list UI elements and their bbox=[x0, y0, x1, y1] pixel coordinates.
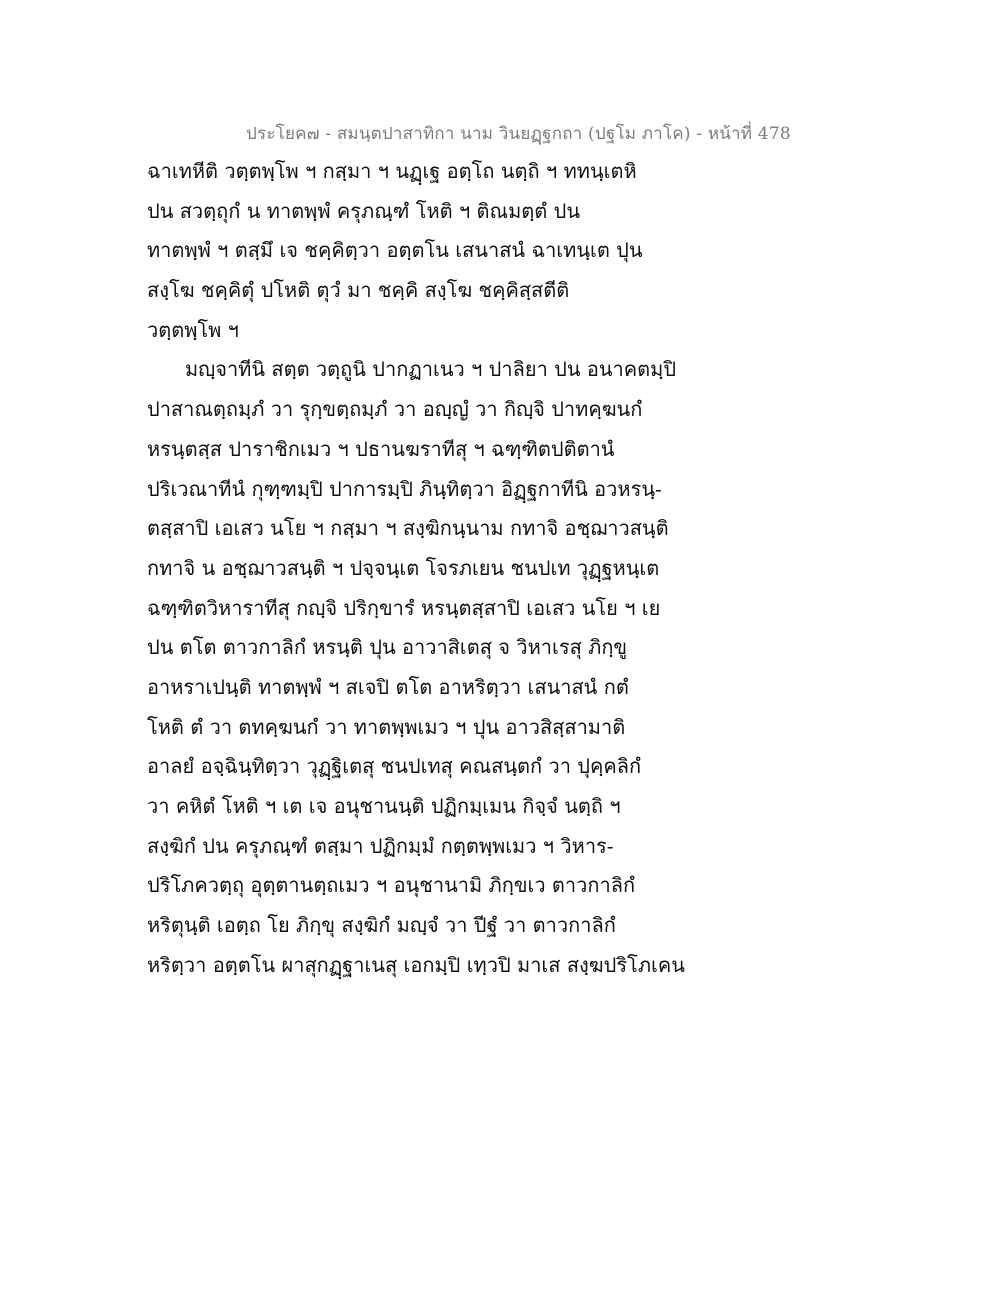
text-line: อาหราเปนฺติ ทาตพฺพํ ฯ สเจปิ ตโต อาหริตฺวา เสนาสนํ กตํ bbox=[147, 674, 629, 699]
text-line: โหติ ตํ วา ตทคฺฆนกํ วา ทาตพฺพเมว ฯ ปุน อาวสิสฺสามาติ bbox=[147, 714, 626, 739]
running-header: ประโยค๗ - สมนฺตปาสาทิกา นาม วินยฏฺฐกถา (ปฐโม ภาโค) - หน้าที่ 478 bbox=[246, 124, 791, 144]
text-line: หริตุนฺติ เอตฺถ โย ภิกฺขุ สงฺฆิกํ มญฺจํ วา ปีฐํ วา ตาวกาลิกํ bbox=[147, 913, 616, 938]
text-line: ปน ตโต ตาวกาลิกํ หรนฺติ ปุน อาวาสิเตสุ จ วิหาเรสุ ภิกฺขู bbox=[147, 635, 628, 660]
text-line: ฉาเทหีติ วตฺตพฺโพ ฯ กสฺมา ฯ นฏฺเฐ อตฺโถ นตฺถิ ฯ ททนฺเตหิ bbox=[147, 159, 637, 183]
text-line: กทาจิ น อชฺฌาวสนฺติ ฯ ปจฺจนฺเต โจรภเยน ชนปเท วุฏฺฐหนฺเต bbox=[147, 555, 660, 580]
body-text bbox=[147, 152, 707, 985]
text-line: สงฺโฆ ชคฺคิตุํ ปโหติ ตุวํ มา ชคฺคิ สงฺโฆ ชคฺคิสฺสตีติ bbox=[147, 278, 570, 303]
text-line: วตฺตพฺโพ ฯ bbox=[147, 317, 239, 342]
text-line: วา คหิตํ โหติ ฯ เต เจ อนุชานนฺติ ปฏิกมฺเมน กิจฺจํ นตฺถิ ฯ bbox=[147, 794, 621, 818]
text-line: สงฺฆิกํ ปน ครุภณฺฑํ ตสฺมา ปฏิกมฺมํ กตฺตพฺพเมว ฯ วิหาร- bbox=[147, 833, 614, 858]
text-line: ปน สวตฺถุกํ น ทาตพฺพํ ครุภณฺฑํ โหติ ฯ ติณมตฺตํ ปน bbox=[147, 198, 580, 223]
text-line: ทาตพฺพํ ฯ ตสฺมึ เจ ชคฺคิตฺวา อตฺตโน เสนาสนํ ฉาเทนฺเต ปุน bbox=[147, 238, 643, 263]
text-line: อาลยํ อจฺฉินฺทิตฺวา วุฏฺฐิเตสุ ชนปเทสุ คณสนฺตกํ วา ปุคฺคลิกํ bbox=[147, 754, 642, 779]
text-line: ปริโภควตฺถุ อุตฺตานตฺถเมว ฯ อนุชานามิ ภิกฺขเว ตาวกาลิกํ bbox=[147, 873, 636, 898]
text-line: ฉฑฺฑิตวิหาราทีสุ กญฺจิ ปริกฺขารํ หรนฺตสฺสาปิ เอเสว นโย ฯ เย bbox=[147, 595, 661, 620]
text-line: หรนฺตสฺส ปาราชิกเมว ฯ ปธานฆราทีสุ ฯ ฉฑฺฑิตปติตานํ bbox=[147, 436, 615, 461]
text-line: ปาสาณตฺถมฺภํ วา รุกฺขตฺถมฺภํ วา อญฺญํ วา กิญฺจิ ปาทคฺฆนกํ bbox=[147, 397, 643, 422]
text-line: ตสฺสาปิ เอเสว นโย ฯ กสฺมา ฯ สงฺฆิกนฺนาม กทาจิ อชฺฌาวสนฺติ bbox=[147, 516, 669, 541]
text-line: หริตฺวา อตฺตโน ผาสุกฏฺฐาเนสุ เอกมฺปิ เทฺวปิ มาเส สงฺฆปริโภเคน bbox=[147, 952, 685, 977]
text-line: มญฺจาทีนิ สตฺต วตฺถูนิ ปากฏาเนว ฯ ปาลิยา ปน อนาคตมฺปิ bbox=[185, 357, 677, 382]
text-line: ปริเวณาทีนํ กุฑฺฑมฺปิ ปาการมฺปิ ภินฺทิตฺวา อิฏฺฐกาทีนิ อวหรนฺ- bbox=[147, 476, 662, 501]
